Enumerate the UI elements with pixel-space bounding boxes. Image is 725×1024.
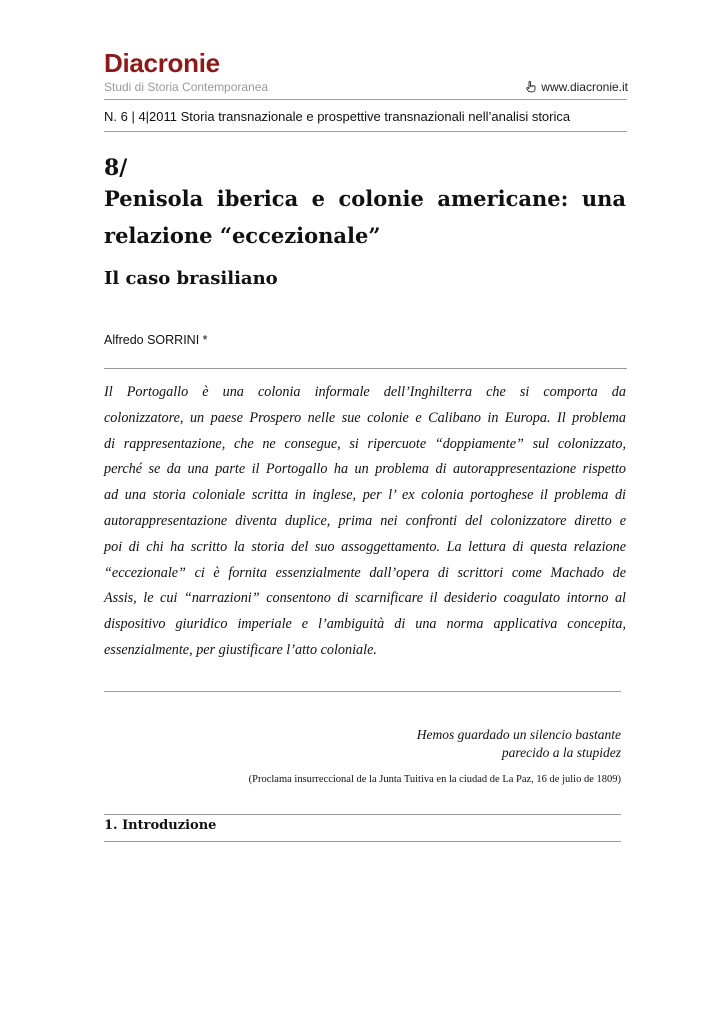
section-divider-top bbox=[104, 814, 621, 815]
section-divider-bottom bbox=[104, 841, 621, 842]
epigraph-line: Hemos guardado un silencio bastante bbox=[416, 727, 621, 742]
article-number: 8/ bbox=[104, 155, 128, 181]
title-word: Penisola bbox=[104, 186, 204, 211]
abstract-line: di rappresentazione, che ne consegue, si ripercuote “doppiamente” sul colonizzato, bbox=[104, 435, 626, 452]
abstract-line: autorappresentazione diventa duplice, prima nei confronti del colonizzatore diretto e bbox=[104, 512, 626, 529]
website-link[interactable] bbox=[525, 79, 628, 95]
title-word: colonie bbox=[338, 186, 424, 211]
epigraph bbox=[417, 726, 621, 762]
header-divider-bottom bbox=[104, 131, 627, 132]
title-word: iberica bbox=[216, 186, 299, 211]
title-word: una bbox=[581, 186, 626, 211]
pointing-hand-icon bbox=[525, 81, 537, 93]
article-title-line1 bbox=[104, 180, 626, 217]
abstract-line: dispositivo giuridico imperiale e l’ambiguità di una norma applicativa concepita, bbox=[104, 616, 626, 633]
abstract-line: Assis, le cui “narrazioni” consentono di scarnificare il desiderio coagulato intorno al bbox=[104, 590, 626, 607]
abstract-line: colonizzatore, un paese Prospero nelle sue colonie e Calibano in Europa. Il problema bbox=[104, 409, 626, 426]
abstract-divider-top bbox=[104, 368, 627, 369]
journal-title: Diacronie bbox=[104, 48, 220, 78]
article-title-line2: relazione “eccezionale” bbox=[104, 223, 381, 248]
article-subtitle: Il caso brasiliano bbox=[104, 268, 278, 289]
issue-info: N. 6 | 4|2011 Storia transnazionale e prospettive transnazionali nell’analisi storica bbox=[104, 109, 571, 124]
journal-subtitle: Studi di Storia Contemporanea bbox=[104, 80, 269, 94]
abstract-divider-bottom bbox=[104, 691, 621, 692]
abstract bbox=[104, 380, 626, 664]
abstract-line: Il Portogallo è una colonia informale dell’Inghilterra che si comporta da bbox=[104, 384, 626, 400]
title-word: americane: bbox=[437, 186, 569, 211]
author-name: Alfredo SORRINI * bbox=[104, 333, 208, 347]
header-divider-top bbox=[104, 99, 627, 100]
epigraph-source: (Proclama insurreccional de la Junta Tuitiva en la ciudad de La Paz, 16 de julio de 1809) bbox=[248, 774, 621, 785]
abstract-line: “eccezionale” ci è fornita essenzialmente dall’opera di scrittori come Machado de bbox=[104, 564, 626, 581]
section-heading: 1. Introduzione bbox=[104, 818, 217, 833]
abstract-line: essenzialmente, per giustificare l’atto coloniale. bbox=[104, 641, 377, 658]
article-title bbox=[104, 180, 626, 254]
abstract-line: poi di chi ha scritto la storia del suo assoggettamento. La lettura di questa relazione bbox=[104, 538, 626, 555]
abstract-line: ad una storia coloniale scritta in inglese, per l’ ex colonia portoghese il problema di bbox=[104, 487, 626, 504]
website-url[interactable]: www.diacronie.it bbox=[541, 80, 628, 94]
abstract-line: perché se da una parte il Portogallo ha un problema di autorappresentazione rispetto bbox=[104, 461, 626, 478]
epigraph-line: parecido a la stupidez bbox=[501, 745, 621, 760]
title-word: e bbox=[311, 186, 326, 211]
